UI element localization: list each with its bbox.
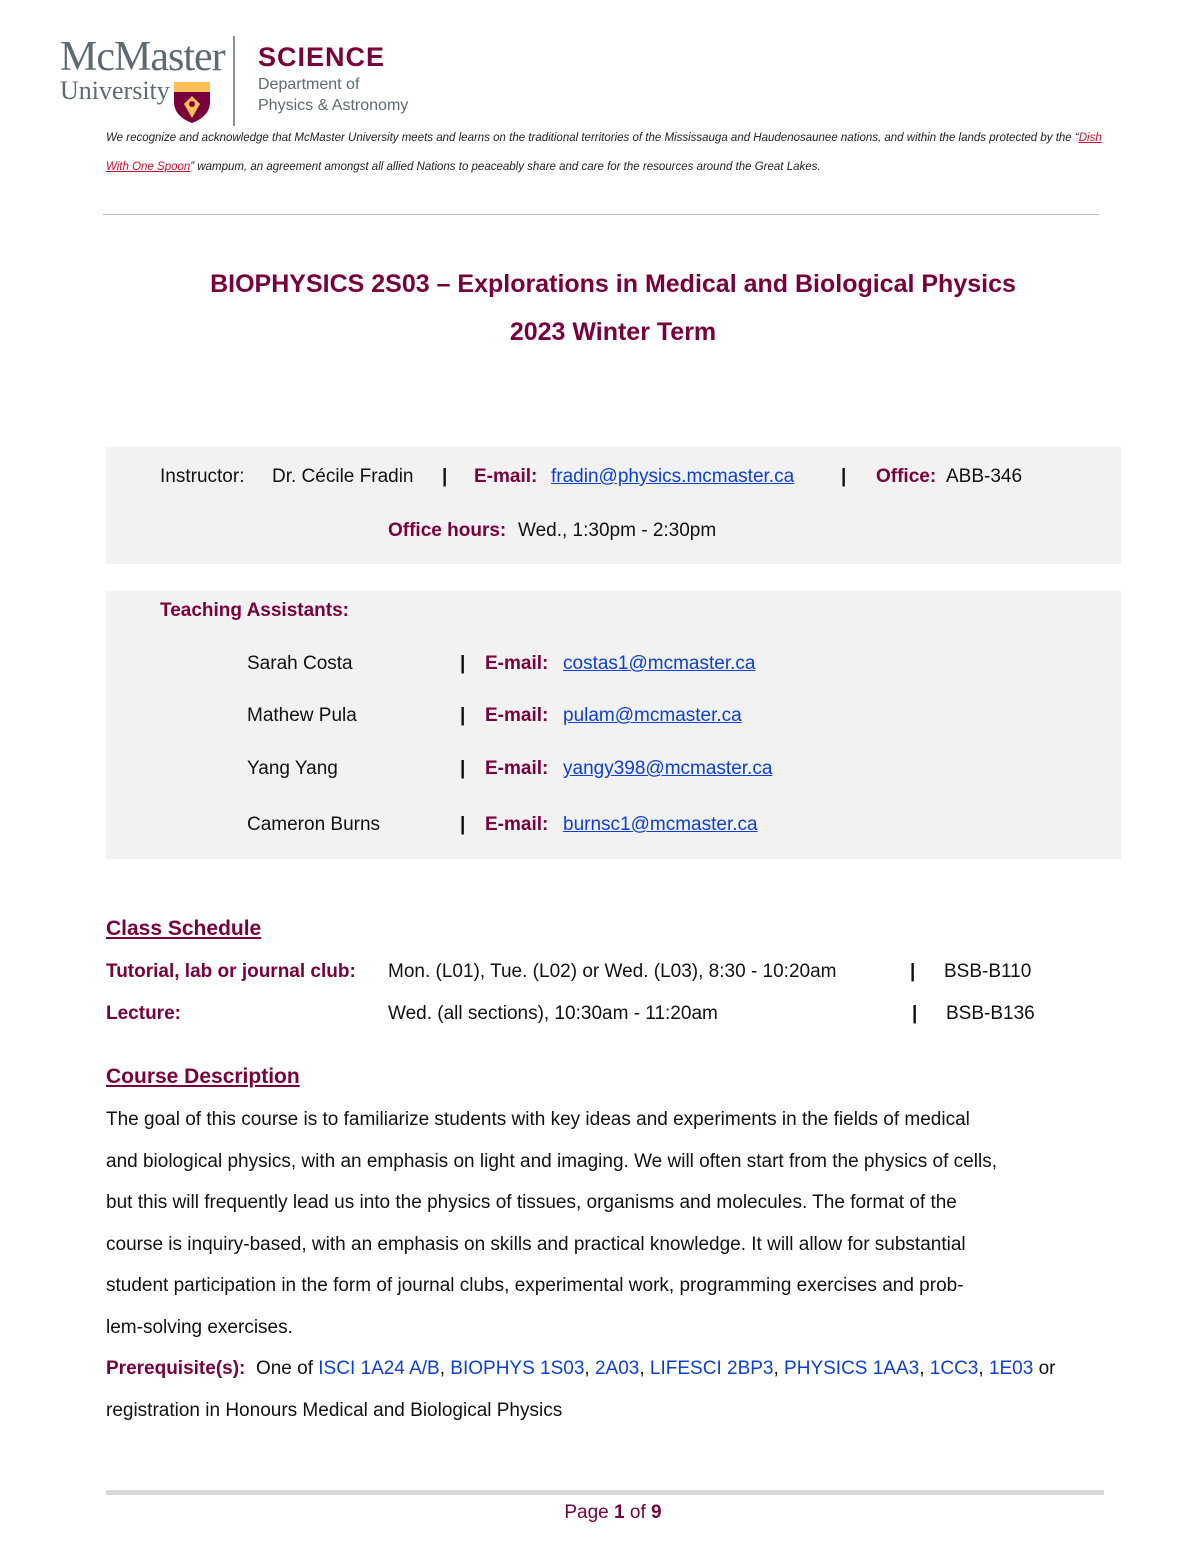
page-number [0,1502,1200,1524]
prereq-course: 1CC3 [929,1358,979,1379]
ta-separator: | [460,653,466,674]
prereq-or: or [1038,1358,1056,1379]
prereq-one-of: One of [255,1358,313,1379]
description-line: lem-solving exercises. [106,1316,293,1338]
instructor-box [106,447,1121,564]
faculty-name: SCIENCE [258,42,386,72]
instructor-email-label: E-mail: [474,466,538,487]
logo-university: University [60,76,170,105]
office-label: Office: [876,466,937,487]
ta-email-link[interactable]: yangy398@mcmaster.ca [563,758,773,779]
prereq-course: LIFESCI 2BP3 [649,1358,774,1379]
ta-separator: | [460,758,466,779]
description-line: and biological physics, with an emphasis on light and imaging. We will often start from the physics of cells, [106,1150,997,1172]
prereq-course: 1E03 [988,1358,1034,1379]
schedule-row-separator: | [910,961,916,982]
schedule-row-room: BSB-B110 [944,961,1032,982]
ta-name: Mathew Pula [247,705,357,726]
instructor-label: Instructor: [160,466,245,487]
ta-name: Sarah Costa [247,653,353,674]
land-ack-text-1: We recognize and acknowledge that McMaster University meets and learns on the traditional territories of the Mississauga and Haudenosaunee nations, and within the lands protected by the “ [106,132,1079,144]
schedule-row-room: BSB-B136 [946,1003,1035,1024]
department-line-1: Department of [258,76,360,93]
logo-divider [233,36,235,126]
ta-email-link[interactable]: burnsc1@mcmaster.ca [563,814,758,835]
ta-email-link[interactable]: costas1@mcmaster.ca [563,653,756,674]
ta-name: Yang Yang [247,758,338,779]
ta-separator: | [460,705,466,726]
schedule-row-label: Tutorial, lab or journal club: [106,961,356,982]
description-line: student participation in the form of journal clubs, experimental work, programming exercises and prob- [106,1275,964,1296]
schedule-row-time: Mon. (L01), Tue. (L02) or Wed. (L03), 8:30 - 10:20am [388,961,837,982]
description-line: The goal of this course is to familiarize students with key ideas and experiments in the fields of medical [106,1109,970,1130]
dish-with-one-spoon-link[interactable]: Dish With One Spoon [106,132,1102,173]
schedule-row-separator: | [912,1003,918,1024]
office-value: ABB-346 [946,466,1023,487]
course-title: BIOPHYSICS 2S03 – Explorations in Medical and Biological Physics [210,270,1016,298]
ta-email-label: E-mail: [485,705,549,726]
description-line: but this will frequently lead us into the physics of tissues, organisms and molecules. The format of the [106,1192,957,1213]
ta-name: Cameron Burns [247,814,381,835]
instructor-name: Dr. Cécile Fradin [272,466,414,487]
land-acknowledgement [106,124,1106,181]
ta-heading: Teaching Assistants: [160,600,349,621]
logo-wordmark: McMaster [60,34,225,80]
class-schedule-heading: Class Schedule [106,917,262,940]
office-hours-value: Wed., 1:30pm - 2:30pm [518,520,717,541]
page-total: 9 [651,1502,662,1523]
ta-separator: | [460,814,466,835]
ta-email-link[interactable]: pulam@mcmaster.ca [563,705,742,726]
land-ack-text-2: ” wampum, an agreement amongst all allied Nations to peaceably share and care for the resources around the Great Lakes. [190,160,821,173]
crest-icon [172,80,212,124]
prereq-course: BIOPHYS 1S03 [450,1358,585,1379]
schedule-row-label: Lecture: [106,1003,181,1024]
course-description-heading: Course Description [106,1065,300,1088]
office-hours-label: Office hours: [388,520,507,541]
footer-divider [106,1490,1104,1495]
prerequisites-line-2: registration in Honours Medical and Biological Physics [106,1399,563,1421]
course-description-body [106,1099,1106,1431]
description-line: course is inquiry-based, with an emphasis on skills and practical knowledge. It will allow for substantial [106,1233,966,1255]
instructor-separator-2: | [841,466,847,487]
page-of-label: of [629,1502,646,1523]
schedule-row-time: Wed. (all sections), 10:30am - 11:20am [388,1003,718,1024]
ta-email-label: E-mail: [485,653,549,674]
header-divider [103,214,1099,215]
page-label: Page [564,1502,609,1523]
prereq-course: ISCI 1A24 A/B [318,1358,440,1379]
ta-email-label: E-mail: [485,758,549,779]
ta-email-label: E-mail: [485,814,549,835]
page-current: 1 [614,1502,625,1523]
prereq-label: Prerequisite(s): [106,1358,246,1379]
prerequisites-line: Prerequisite(s): One of ISCI 1A24 A/B, BIOPHYS 1S03, 2A03, LIFESCI 2BP3, PHYSICS 1AA3, 1CC3, 1E03 or [106,1358,1056,1379]
instructor-email-link[interactable]: fradin@physics.mcmaster.ca [551,466,795,487]
department-line-2: Physics & Astronomy [258,97,409,114]
prereq-course: 2A03 [594,1358,640,1379]
course-term: 2023 Winter Term [509,318,717,346]
instructor-separator-1: | [442,466,448,487]
prereq-course: PHYSICS 1AA3 [784,1358,920,1379]
